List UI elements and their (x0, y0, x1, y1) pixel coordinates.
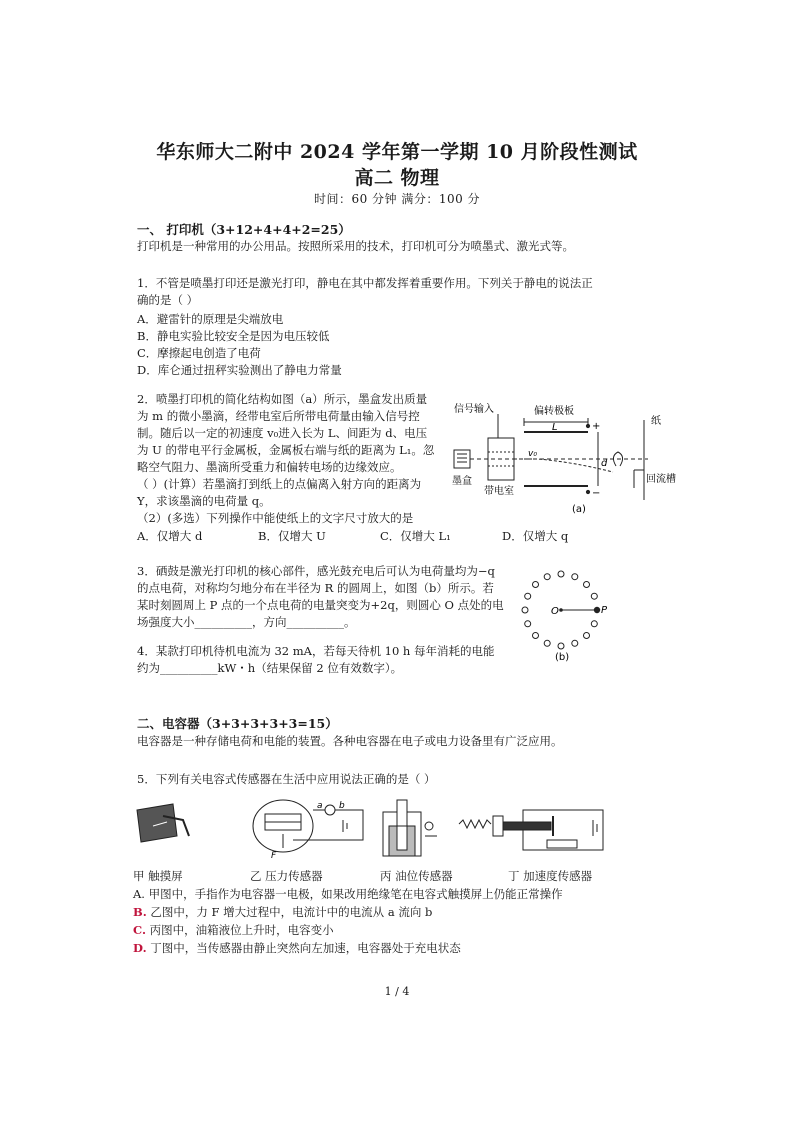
ring-charge (558, 571, 564, 577)
ring-charge (591, 621, 597, 627)
fig-b-O: O (551, 606, 559, 617)
fig-a-d: d (601, 458, 608, 469)
section2-heading: 二、电容器（3+3+3+3+3=15） (137, 716, 338, 731)
exam-title: 华东师大二附中 2024 学年第一学期 10 月阶段性测试 (156, 141, 638, 163)
fig-a-recycle: 回流槽 (646, 474, 676, 485)
touchscreen-figure (137, 804, 189, 842)
fig-yi-F: F (271, 851, 277, 861)
ring-charge (544, 574, 550, 580)
fig-a-v0: v₀ (528, 449, 537, 459)
fig-a-signal-label: 信号输入 (454, 404, 494, 415)
q2-line8: （2）(多选）下列操作中能使纸上的文字尺寸放大的是 (137, 511, 414, 525)
fig-a-caption: (a) (572, 504, 586, 515)
section1-heading: 一、 打印机（3+12+4+4+2=25） (137, 222, 351, 237)
q5-stem: 5．下列有关电容式传感器在生活中应用说法正确的是（ ） (137, 772, 436, 786)
ring-charge (533, 582, 539, 588)
fig-a-cartridge: 墨盒 (452, 476, 472, 487)
exam-time-info: 时间：60 分钟 满分：100 分 (313, 192, 481, 206)
fig-a-plates-label: 偏转极板 (534, 406, 574, 417)
q5-caption-ding: 丁 加速度传感器 (508, 869, 593, 883)
q1-option-d: D．库仑通过扭秤实验测出了静电力常量 (137, 363, 342, 377)
ring-charge (591, 593, 597, 599)
q5-figures-row (133, 796, 617, 862)
ring-charge (584, 582, 590, 588)
q2-option-c: C．仅增大 L₁ (380, 529, 451, 543)
q2-option-b: B．仅增大 U (258, 529, 326, 543)
section1-intro: 打印机是一种常用的办公用品。按照所采用的技术，打印机可分为喷墨式、激光式等。 (137, 239, 574, 253)
oil-level-sensor-figure (383, 800, 437, 856)
fig-yi-b: b (339, 801, 345, 811)
q1-stem-line1: 1．不管是喷墨打印还是激光打印，静电在其中都发挥着重要作用。下列关于静电的说法正 (137, 276, 593, 290)
q2-option-a: A．仅增大 d (137, 529, 203, 543)
q4-line1: 4．某款打印机待机电流为 32 mA，若每天待机 10 h 每年消耗的电能 (137, 644, 495, 658)
ring-charge (522, 607, 528, 613)
fig-a-L: L (552, 422, 558, 433)
q2-line2: 为 m 的微小墨滴，经带电室后所带电荷量由输入信号控 (137, 409, 420, 423)
q5-option-d (133, 940, 461, 956)
q5-caption-jia: 甲 触摸屏 (133, 869, 183, 883)
q1-option-c: C．摩擦起电创造了电荷 (137, 346, 261, 360)
q5-option-d-letter: D. (133, 941, 147, 955)
q2-line3: 制。随后以一定的初速度 v₀进入长为 L、间距为 d、电压 (137, 426, 428, 440)
ring-charge (558, 643, 564, 649)
q1-option-b: B．静电实验比较安全是因为电压较低 (137, 329, 330, 343)
ring-charge (533, 633, 539, 639)
figure-a-printer-diagram (448, 400, 676, 518)
page-number: 1 / 4 (384, 985, 410, 998)
acceleration-sensor-figure (459, 810, 603, 850)
fig-b-caption: (b) (555, 652, 570, 663)
q3-line2: 的点电荷，对称均匀地分布在半径为 R 的圆周上，如图（b）所示。若 (137, 581, 494, 595)
q2-line7: Y，求该墨滴的电荷量 q。 (137, 494, 271, 508)
q3-line4: 场强度大小__________，方向__________。 (137, 615, 356, 629)
q5-option-b-letter: B. (133, 905, 147, 919)
ring-charge (544, 640, 550, 646)
exam-subtitle: 高二 物理 (354, 167, 440, 189)
q5-option-b (133, 904, 432, 920)
q3-line3: 某时刻圆周上 P 点的一个点电荷的电量突变为+2q，则圆心 O 点处的电 (137, 598, 504, 612)
ring-charge (525, 593, 531, 599)
fig-b-P: P (601, 605, 608, 616)
fig-a-paper: 纸 (651, 416, 661, 427)
q5-option-c-letter: C. (133, 923, 146, 937)
q5-caption-yi: 乙 压力传感器 (250, 869, 323, 883)
q1-stem-line2: 确的是（ ） (137, 293, 199, 307)
pressure-sensor-figure (253, 800, 363, 852)
q5-caption-bing: 丙 油位传感器 (380, 869, 453, 883)
q5-option-c-text: 丙图中，油箱液位上升时，电容变小 (149, 923, 334, 937)
q5-option-a (133, 886, 563, 902)
q5-option-c (133, 922, 334, 938)
fig-a-plus: + (592, 421, 601, 432)
q2-line5: 略空气阻力、墨滴所受重力和偏转电场的边缘效应。 (137, 460, 402, 474)
q5-option-a-text: 甲图中，手指作为电容器一电极，如果改用绝缘笔在电容式触摸屏上仍能正常操作 (148, 887, 563, 901)
ring-charge (584, 633, 590, 639)
q4-line2: 约为__________kW・h（结果保留 2 位有效数字）。 (137, 661, 403, 675)
fig-a-charge-room: 带电室 (484, 486, 514, 497)
q5-option-b-text: 乙图中，力 F 增大过程中，电流计中的电流从 a 流向 b (150, 905, 433, 919)
q2-line6: （ ）(计算）若墨滴打到纸上的点偏离入射方向的距离为 (137, 477, 422, 491)
q1-option-a: A．避雷针的原理是尖端放电 (137, 312, 284, 326)
figure-b-charge-ring (515, 562, 611, 666)
q2-option-d: D．仅增大 q (502, 529, 569, 543)
q5-option-d-text: 丁图中，当传感器由静止突然向左加速，电容器处于充电状态 (150, 941, 461, 955)
fig-a-minus: − (592, 488, 601, 499)
ring-charge (525, 621, 531, 627)
fig-yi-a: a (317, 801, 323, 811)
section2-intro: 电容器是一种存储电荷和电能的装置。各种电容器在电子或电力设备里有广泛应用。 (137, 734, 563, 748)
ring-charge (572, 640, 578, 646)
q2-line1: 2．喷墨打印机的简化结构如图（a）所示，墨盒发出质量 (137, 392, 428, 406)
q2-line4: 为 U 的带电平行金属板，金属板右端与纸的距离为 L₁。忽 (137, 443, 435, 457)
q5-option-a-letter: A. (133, 887, 145, 901)
ring-charge (572, 574, 578, 580)
q3-line1: 3．硒鼓是激光打印机的核心部件，感光鼓充电后可认为电荷量均为−q (137, 564, 495, 578)
